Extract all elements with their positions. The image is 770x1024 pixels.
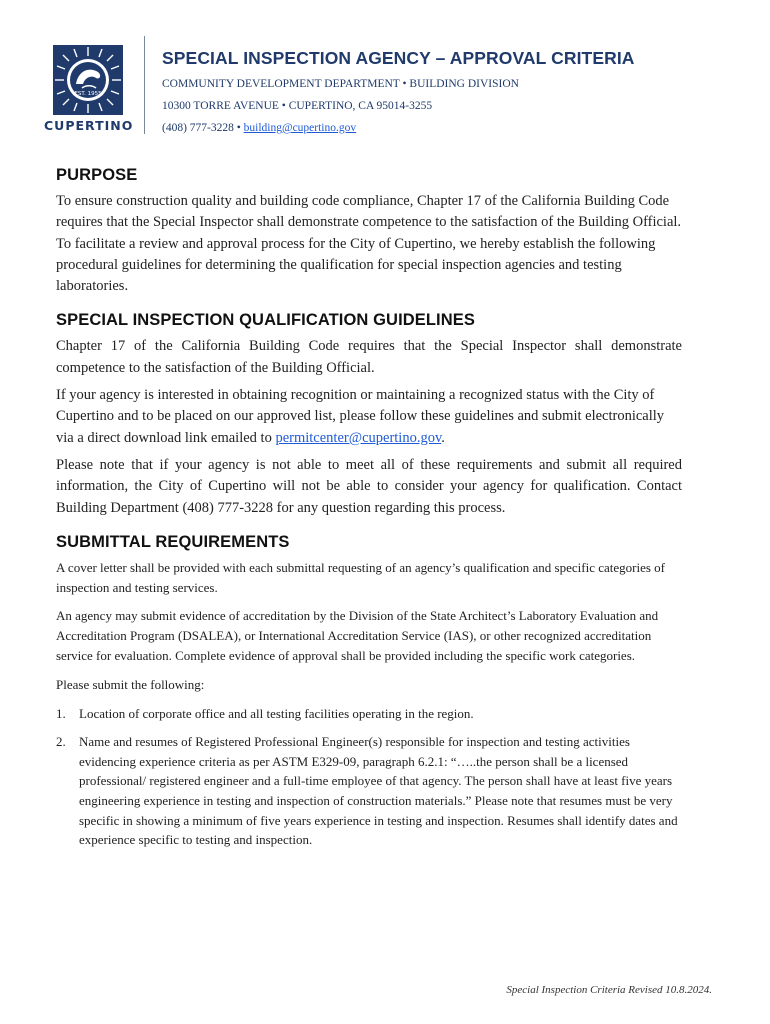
list-item-number: 2. <box>56 734 66 750</box>
permitcenter-email-link[interactable]: permitcenter@cupertino.gov <box>275 429 442 446</box>
list-item-number: 1. <box>56 705 66 721</box>
submittal-paragraph-2: An agency may submit evidence of accreditation by the Division of the State Architect’s Laboratory Evaluation and Accreditation Program (DSALEA), or International Accreditation Service (IAS), or other recognized accreditation service for evaluation. Complete evidence of approval shall be provided including the specific work categories. <box>56 608 659 664</box>
phone-text: (408) 777-3228 • <box>162 122 244 134</box>
guidelines-paragraph-3: Please note that if your agency is not able to meet all of these requirements and submit all required information, the City of Cupertino will not be able to consider your agency for qualification. Contact Building Department (408) 777-3228 for any question regarding this process. <box>56 456 682 516</box>
logo-wordmark: CUPERTINO <box>44 118 134 133</box>
submittal-section <box>56 533 682 850</box>
submittal-paragraph-3: Please submit the following: <box>56 676 205 692</box>
guidelines-paragraph-1: Chapter 17 of the California Building Code requires that the Special Inspector shall demonstrate competence to the satisfaction of the Building Official. <box>56 338 682 376</box>
guidelines-heading: SPECIAL INSPECTION QUALIFICATION GUIDELINES <box>56 311 475 330</box>
address-line: 10300 TORRE AVENUE • CUPERTINO, CA 95014-3255 <box>162 100 433 112</box>
contact-line <box>162 121 752 135</box>
revision-footer: Special Inspection Criteria Revised 10.8.2024. <box>506 984 712 996</box>
guidelines-paragraph-2-end: . <box>441 429 445 446</box>
submittal-list <box>56 704 682 850</box>
list-item <box>56 704 682 724</box>
city-seal-icon <box>52 44 124 116</box>
document-body <box>56 166 682 859</box>
guidelines-section <box>56 311 682 518</box>
letterhead <box>162 48 752 143</box>
purpose-paragraph: To ensure construction quality and building code compliance, Chapter 17 of the California Building Code requires that the Special Inspector shall demonstrate competence to the satisfaction of the Building Official. To facilitate a review and approval process for the City of Cupertino, we hereby establish the following procedural guidelines for determining the qualification for special inspection agencies and testing laboratories. <box>56 193 682 295</box>
list-item-text: Name and resumes of Registered Professional Engineer(s) responsible for inspection and testing activities evidencing experience criteria as per ASTM E329-09, paragraph 6.2.1: “…..the person shall be a licensed professional/ registered engineer and a full-time employee of that agency. The person shall have at least five years engineering experience in testing and inspection of construction materials.” Please note that resumes must be very specific in showing a minimum of five years experience in testing and inspection. Resumes shall identify dates and experience specific to testing and inspection. <box>79 734 678 848</box>
cupertino-logo <box>44 44 132 133</box>
header-divider <box>144 36 145 134</box>
list-item-text: Location of corporate office and all testing facilities operating in the region. <box>79 705 474 721</box>
guidelines-paragraph-2 <box>56 385 682 449</box>
department-line: COMMUNITY DEVELOPMENT DEPARTMENT • BUILDING DIVISION <box>162 78 519 90</box>
submittal-heading: SUBMITTAL REQUIREMENTS <box>56 532 290 551</box>
purpose-heading: PURPOSE <box>56 166 138 184</box>
building-email-link[interactable]: building@cupertino.gov <box>243 122 357 134</box>
submittal-paragraph-1: A cover letter shall be provided with each submittal requesting of an agency’s qualification and specific categories of inspection and testing services. <box>56 559 665 595</box>
seal-est-text: EST. 1955 <box>74 91 102 97</box>
list-item <box>56 732 682 850</box>
guidelines-paragraph-2-text: If your agency is interested in obtaining recognition or maintaining a recognized status with the City of Cupertino and to be placed on our approved list, please follow these guidelines and submit electronically via a direct download link emailed to <box>56 387 665 446</box>
document-title: SPECIAL INSPECTION AGENCY – APPROVAL CRITERIA <box>162 48 635 68</box>
